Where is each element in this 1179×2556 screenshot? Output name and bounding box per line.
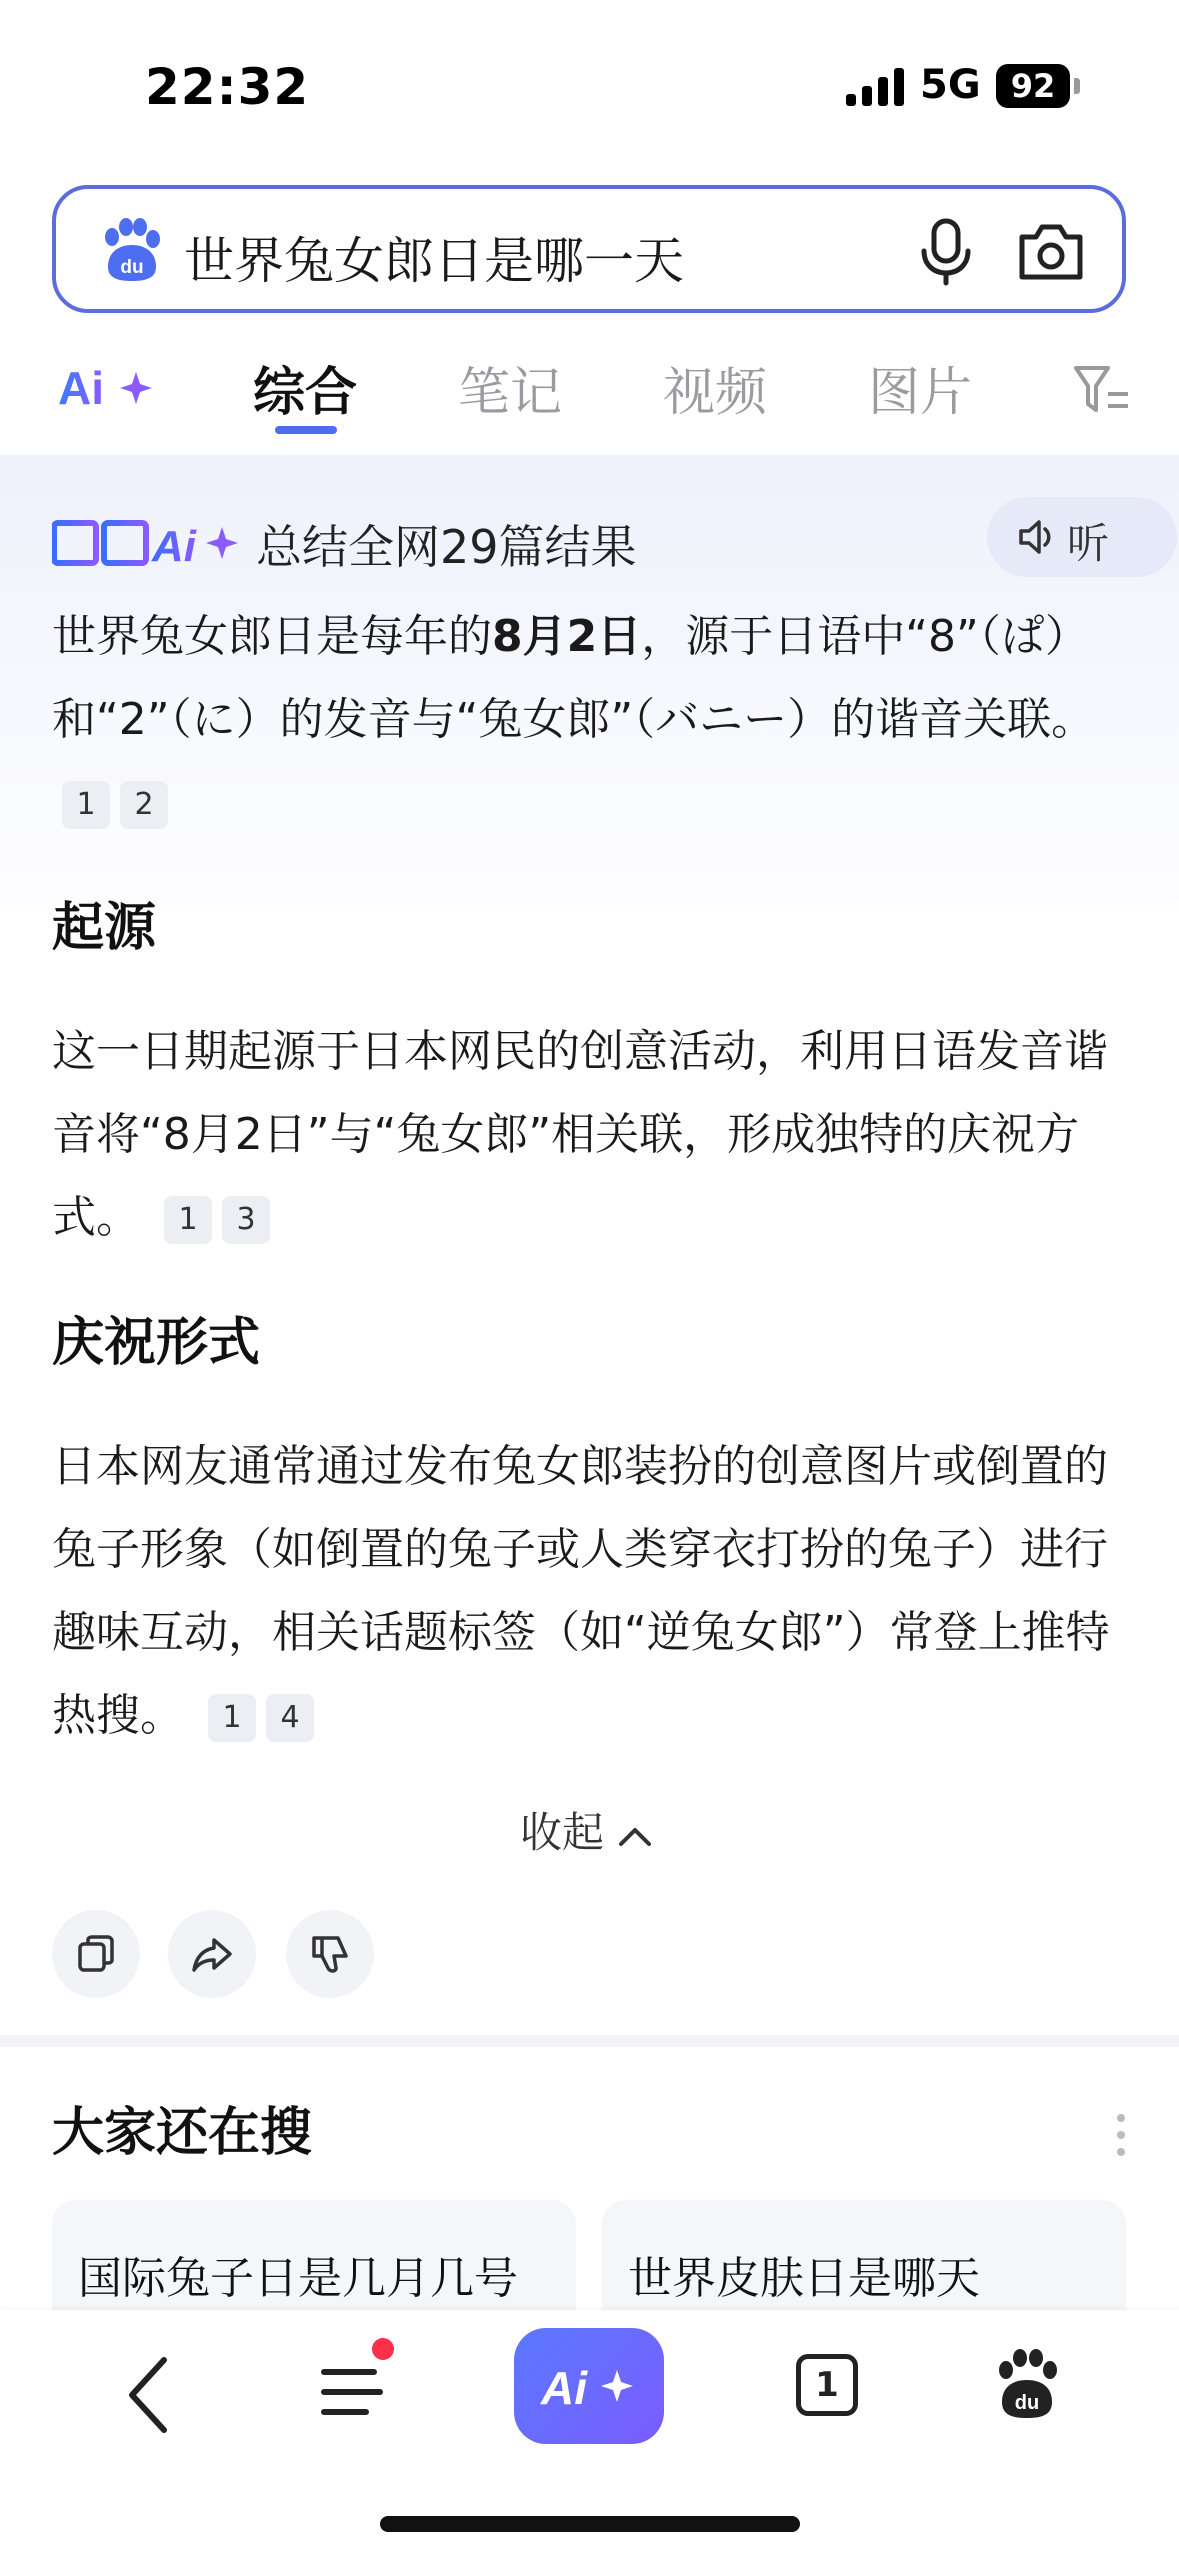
back-icon[interactable] bbox=[118, 2350, 178, 2440]
svg-text:du: du bbox=[1014, 2392, 1040, 2414]
status-bar bbox=[0, 0, 1179, 170]
tab-videos[interactable]: 视频 bbox=[663, 363, 768, 423]
tab-underline bbox=[275, 426, 337, 434]
collapse-button[interactable] bbox=[520, 1800, 652, 1860]
notification-dot bbox=[372, 2338, 394, 2360]
section-heading-origin: 起源 bbox=[52, 898, 157, 958]
search-input[interactable]: 世界兔女郎日是哪一天 bbox=[184, 232, 684, 290]
intro-after: ，源于日语中“8”（ぱ）和“2”（に）的发音与“兔女郎”（バニー）的谐音关联。 bbox=[52, 611, 1096, 745]
dislike-button[interactable] bbox=[286, 1910, 374, 1998]
search-bar[interactable] bbox=[52, 185, 1126, 313]
listen-label: 听 bbox=[1067, 519, 1110, 568]
tab-all[interactable]: 综合 bbox=[253, 363, 358, 423]
ai-card-header bbox=[52, 507, 1152, 579]
filter-icon[interactable] bbox=[1072, 360, 1132, 420]
section-heading-celebration: 庆祝形式 bbox=[52, 1313, 261, 1373]
copy-icon bbox=[74, 1932, 118, 1976]
section-text-celebration bbox=[52, 1425, 1132, 1757]
network-label: 5G bbox=[920, 62, 981, 108]
reference-badge[interactable]: 4 bbox=[266, 1694, 314, 1742]
intro-highlight: 8月2日 bbox=[492, 611, 642, 662]
listen-button[interactable] bbox=[987, 497, 1177, 577]
reference-badge[interactable]: 2 bbox=[120, 781, 168, 829]
reference-badge[interactable]: 1 bbox=[62, 781, 110, 829]
share-icon bbox=[190, 1932, 234, 1976]
ai-assistant-button[interactable] bbox=[514, 2328, 664, 2444]
speaker-icon bbox=[1017, 517, 1057, 557]
signal-icon bbox=[846, 68, 904, 106]
chevron-up-icon bbox=[618, 1825, 652, 1847]
reference-badge[interactable]: 1 bbox=[164, 1196, 212, 1244]
tab-count-button[interactable]: 1 bbox=[796, 2354, 858, 2416]
intro-before: 世界兔女郎日是每年的 bbox=[52, 611, 492, 662]
related-searches-title: 大家还在搜 bbox=[52, 2103, 313, 2163]
bottom-nav bbox=[0, 2310, 1179, 2556]
summary-text: 总结全网29篇结果 bbox=[256, 520, 637, 574]
reference-badge[interactable]: 3 bbox=[222, 1196, 270, 1244]
more-options-icon[interactable] bbox=[1116, 2110, 1126, 2160]
answer-intro bbox=[52, 595, 1132, 844]
home-indicator bbox=[380, 2516, 800, 2532]
svg-text:du: du bbox=[120, 257, 144, 278]
svg-text:Ai: Ai bbox=[541, 2362, 587, 2414]
copy-button[interactable] bbox=[52, 1910, 140, 1998]
ai-answer-card bbox=[0, 455, 1179, 2045]
tab-images[interactable]: 图片 bbox=[868, 363, 973, 423]
baidu-ai-logo-icon bbox=[52, 509, 242, 573]
result-tabs bbox=[0, 340, 1179, 440]
collapse-label: 收起 bbox=[520, 1808, 605, 1857]
battery-tip bbox=[1074, 78, 1080, 94]
baidu-home-icon[interactable] bbox=[992, 2346, 1062, 2422]
svg-text:Ai: Ai bbox=[58, 362, 104, 414]
related-search-label: 世界皮肤日是哪天 bbox=[628, 2253, 980, 2304]
tab-notes[interactable]: 笔记 bbox=[458, 363, 563, 423]
ai-icon bbox=[539, 2358, 639, 2414]
reference-badge[interactable]: 1 bbox=[208, 1694, 256, 1742]
baidu-paw-icon bbox=[96, 215, 166, 285]
svg-text:Ai: Ai bbox=[152, 522, 196, 571]
ai-tab-icon[interactable] bbox=[58, 356, 158, 416]
related-search-label: 国际兔子日是几月几号 bbox=[78, 2253, 518, 2304]
thumbs-down-icon bbox=[308, 1932, 352, 1976]
mic-icon[interactable] bbox=[916, 217, 976, 287]
battery-icon: 92 bbox=[996, 64, 1070, 108]
share-button[interactable] bbox=[168, 1910, 256, 1998]
celebration-text: 日本网友通常通过发布兔女郎装扮的创意图片或倒置的兔子形象（如倒置的兔子或人类穿衣打扮的兔子）进行趣味互动，相关话题标签（如“逆兔女郎”）常登上推特热搜。 bbox=[52, 1441, 1110, 1741]
camera-icon[interactable] bbox=[1016, 219, 1086, 283]
menu-icon[interactable] bbox=[316, 2350, 396, 2430]
section-divider bbox=[0, 2035, 1179, 2047]
status-time: 22:32 bbox=[145, 58, 310, 116]
section-text-origin bbox=[52, 1010, 1132, 1259]
origin-text: 这一日期起源于日本网民的创意活动，利用日语发音谐音将“8月2日”与“兔女郎”相关联，形成独特的庆祝方式。 bbox=[52, 1026, 1108, 1243]
